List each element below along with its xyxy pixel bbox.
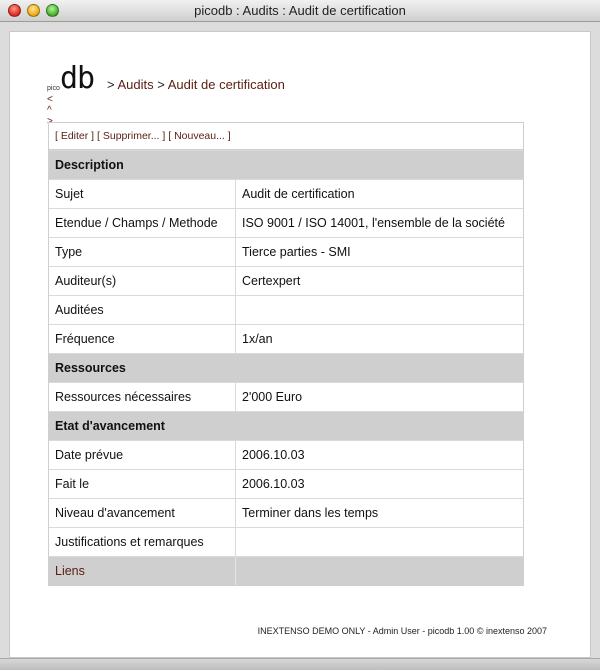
section-title: Ressources	[49, 354, 523, 383]
field-label: Ressources nécessaires	[49, 383, 236, 412]
field-label: Etendue / Champs / Methode	[49, 209, 236, 238]
logo[interactable]: db	[60, 61, 95, 96]
breadcrumb-separator: >	[107, 77, 115, 92]
table-row	[49, 499, 523, 528]
edit-link[interactable]: [ Editer ]	[55, 130, 95, 142]
field-value: 1x/an	[236, 325, 524, 354]
field-label: Fréquence	[49, 325, 236, 354]
field-label: Niveau d'avancement	[49, 499, 236, 528]
page-content	[9, 31, 591, 658]
field-value	[236, 528, 524, 557]
links-row	[49, 557, 523, 586]
record-panel	[48, 122, 524, 586]
table-row	[49, 180, 523, 209]
field-value: Terminer dans les temps	[236, 499, 524, 528]
section-title: Description	[49, 151, 523, 180]
field-value: Audit de certification	[236, 180, 524, 209]
delete-link[interactable]: [ Supprimer... ]	[97, 130, 166, 142]
field-value: 2006.10.03	[236, 470, 524, 499]
table-row	[49, 238, 523, 267]
section-header-description	[49, 151, 523, 180]
table-row	[49, 470, 523, 499]
field-value: Tierce parties - SMI	[236, 238, 524, 267]
breadcrumb-current[interactable]: Audit de certification	[167, 77, 285, 92]
table-row	[49, 383, 523, 412]
field-value: Certexpert	[236, 267, 524, 296]
new-link[interactable]: [ Nouveau... ]	[168, 130, 231, 142]
record-table	[49, 150, 523, 585]
breadcrumb-link-audits[interactable]: Audits	[117, 77, 154, 92]
field-label: Auditées	[49, 296, 236, 325]
table-row	[49, 325, 523, 354]
table-row	[49, 528, 523, 557]
window-bottom-bar	[0, 658, 600, 670]
field-label: Sujet	[49, 180, 236, 209]
section-title: Etat d'avancement	[49, 412, 523, 441]
links-value	[236, 557, 524, 586]
field-label: Justifications et remarques	[49, 528, 236, 557]
section-header-avancement	[49, 412, 523, 441]
title-bar[interactable]	[0, 0, 600, 22]
field-value: 2006.10.03	[236, 441, 524, 470]
links-link[interactable]: Liens	[55, 564, 85, 578]
record-navigation-arrows[interactable]: < ^ >	[47, 94, 55, 127]
field-label: Type	[49, 238, 236, 267]
action-bar	[49, 123, 523, 150]
breadcrumb-separator: >	[157, 77, 165, 92]
field-value	[236, 296, 524, 325]
section-header-ressources	[49, 354, 523, 383]
breadcrumb	[107, 77, 285, 92]
table-row	[49, 441, 523, 470]
table-row	[49, 296, 523, 325]
field-label: Auditeur(s)	[49, 267, 236, 296]
field-value: ISO 9001 / ISO 14001, l'ensemble de la société	[236, 209, 524, 238]
table-row	[49, 267, 523, 296]
links-label[interactable]	[49, 557, 236, 586]
field-value: 2'000 Euro	[236, 383, 524, 412]
field-label: Fait le	[49, 470, 236, 499]
page-footer: INEXTENSO DEMO ONLY - Admin User - picodb 1.00 © inextenso 2007	[257, 626, 547, 636]
field-label: Date prévue	[49, 441, 236, 470]
window-title: picodb : Audits : Audit de certification	[194, 3, 406, 18]
table-row	[49, 209, 523, 238]
logo-small-text: pico	[47, 85, 60, 92]
